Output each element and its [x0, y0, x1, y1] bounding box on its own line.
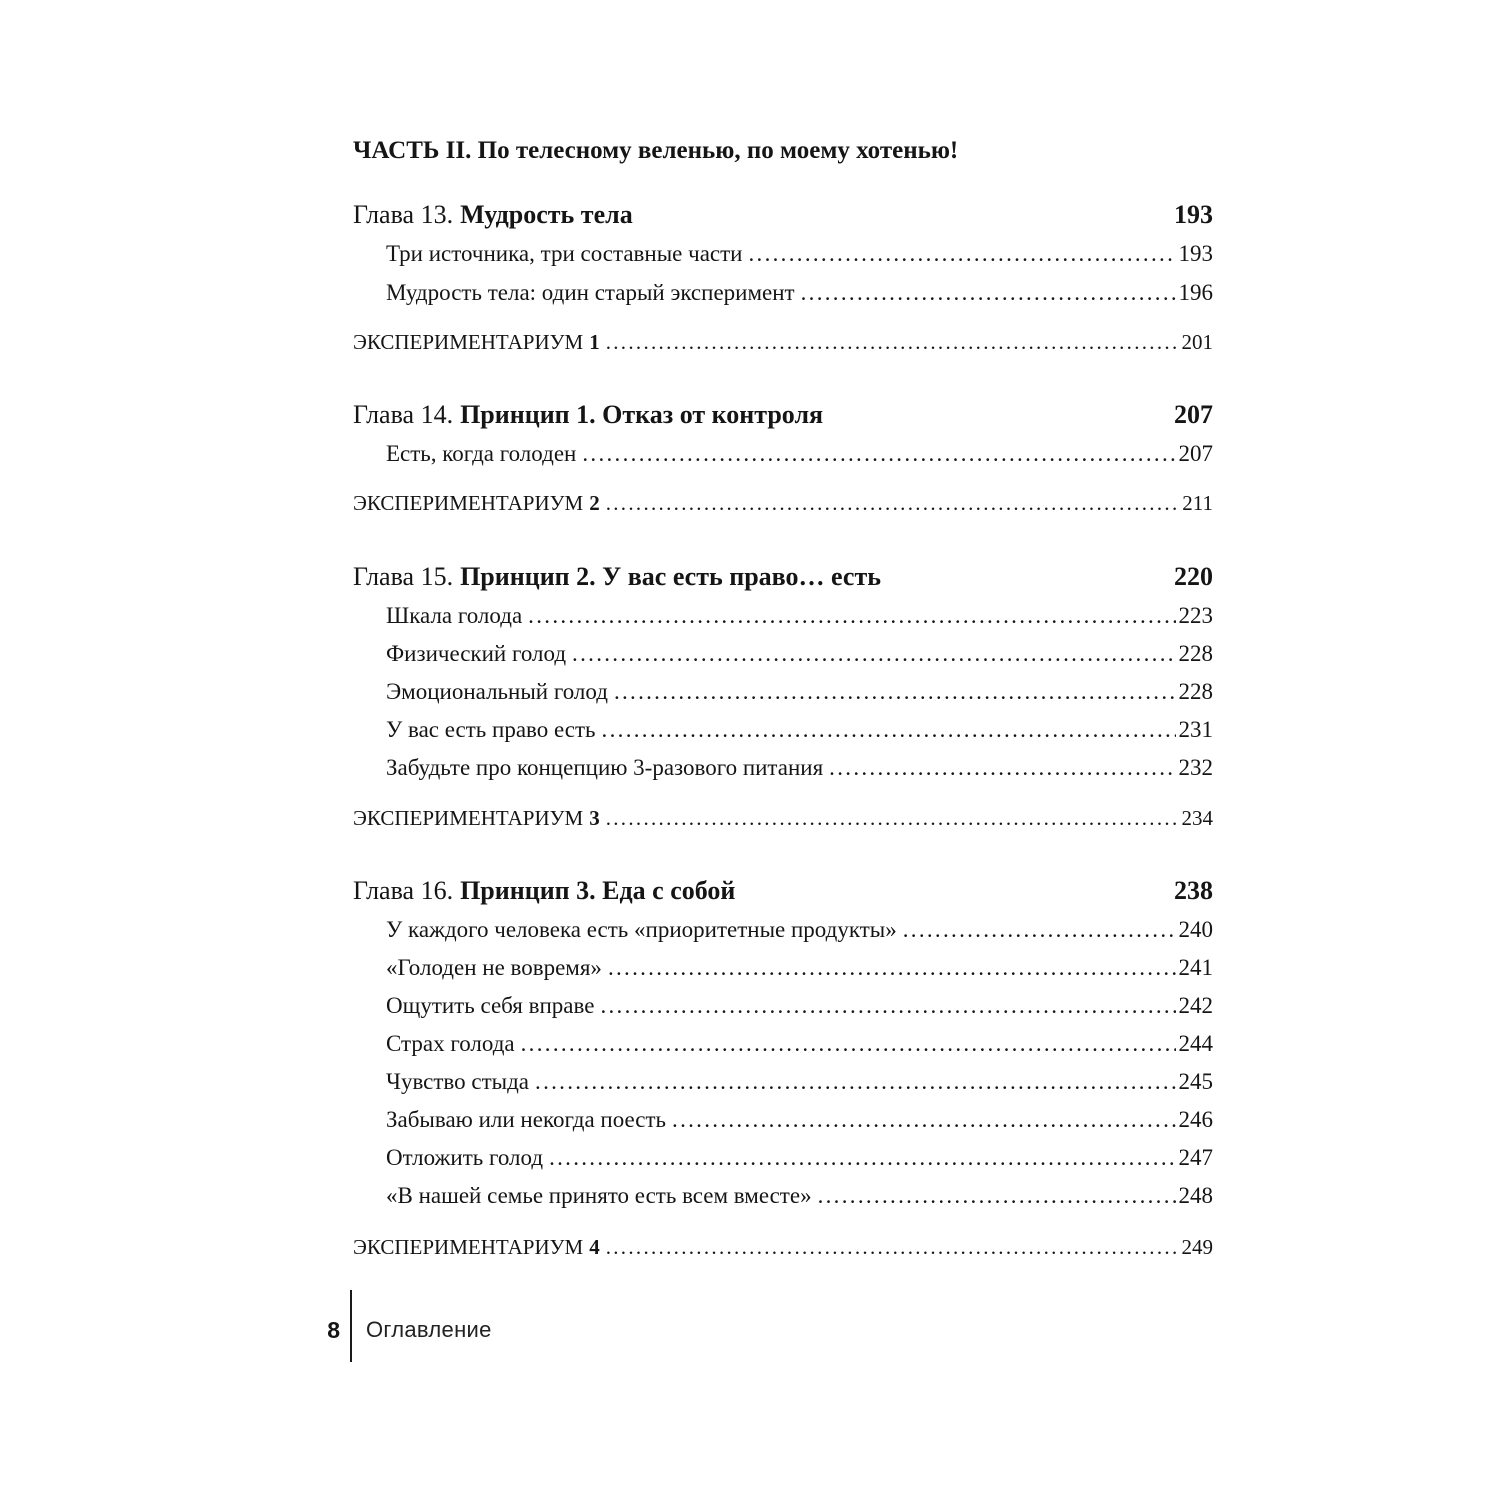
dot-leader — [606, 802, 1179, 834]
entry-title: Есть, когда голоден — [386, 441, 577, 466]
entry-page: 231 — [1178, 717, 1213, 742]
toc-entry — [386, 638, 1213, 670]
experiment-page: 249 — [1181, 1235, 1213, 1259]
chapter-page: 238 — [1174, 876, 1213, 905]
entry-page: 242 — [1178, 993, 1213, 1018]
toc-entry — [386, 1028, 1213, 1060]
experiment-number: 3 — [589, 806, 600, 830]
entry-title: Забудьте про концепцию 3-разового питания — [386, 755, 824, 780]
entry-title: Отложить голод — [386, 1145, 544, 1170]
entry-page: 228 — [1178, 679, 1213, 704]
experiment-number: 4 — [589, 1235, 600, 1259]
entry-page: 232 — [1178, 755, 1213, 780]
experiment-label: ЭКСПЕРИМЕНТАРИУМ — [353, 491, 584, 515]
chapter-title: Принцип 3. Еда с собой — [460, 876, 736, 905]
experiment-number: 2 — [589, 491, 600, 515]
dot-leader — [572, 638, 1175, 670]
footer-divider — [350, 1290, 352, 1362]
toc-entry — [386, 277, 1213, 309]
experiment-label: ЭКСПЕРИМЕНТАРИУМ — [353, 1235, 584, 1259]
chapter-prefix: Глава 15. — [353, 562, 454, 591]
chapter-heading — [353, 873, 1213, 909]
entry-page: 247 — [1178, 1145, 1213, 1170]
toc-entry — [386, 1142, 1213, 1174]
toc-entry — [386, 1104, 1213, 1136]
experiment-page: 201 — [1181, 330, 1213, 354]
dot-leader — [600, 990, 1175, 1022]
toc-entry — [386, 952, 1213, 984]
experiment-page: 211 — [1182, 491, 1213, 515]
running-footer-label: Оглавление — [366, 1317, 492, 1342]
toc-entry — [386, 438, 1213, 470]
dot-leader — [521, 1028, 1176, 1060]
page-footer — [0, 1290, 1500, 1370]
experiment-number: 1 — [589, 330, 600, 354]
entry-page: 196 — [1178, 280, 1213, 305]
entry-title: Физический голод — [386, 641, 567, 666]
experiment-entry — [353, 326, 1213, 358]
entry-title: «В нашей семье принято есть всем вместе» — [386, 1183, 812, 1208]
chapter-heading — [353, 559, 1213, 595]
chapter-prefix: Глава 13. — [353, 200, 454, 229]
chapter-page: 207 — [1174, 400, 1213, 429]
entry-page: 248 — [1178, 1183, 1213, 1208]
toc-entry — [386, 1180, 1213, 1212]
toc-entry — [386, 676, 1213, 708]
experiment-label: ЭКСПЕРИМЕНТАРИУМ — [353, 330, 584, 354]
entry-page: 223 — [1178, 603, 1213, 628]
experiment-label: ЭКСПЕРИМЕНТАРИУМ — [353, 806, 584, 830]
dot-leader — [801, 277, 1176, 309]
chapter-prefix: Глава 14. — [353, 400, 454, 429]
toc-entry — [386, 238, 1213, 270]
toc-entry — [386, 752, 1213, 784]
chapter-heading — [353, 197, 1213, 233]
chapter-prefix: Глава 16. — [353, 876, 454, 905]
dot-leader — [606, 487, 1180, 519]
entry-title: Забываю или некогда поесть — [386, 1107, 667, 1132]
experiment-entry — [353, 1231, 1213, 1263]
experiment-entry — [353, 487, 1213, 519]
entry-title: Шкала голода — [386, 603, 523, 628]
entry-page: 241 — [1178, 955, 1213, 980]
experiment-page: 234 — [1181, 806, 1213, 830]
dot-leader — [602, 714, 1176, 746]
dot-leader — [672, 1104, 1175, 1136]
entry-page: 228 — [1178, 641, 1213, 666]
entry-title: У каждого человека есть «приоритетные продукты» — [386, 917, 897, 942]
entry-title: Три источника, три составные части — [386, 241, 743, 266]
dot-leader — [614, 676, 1176, 708]
toc-entry — [386, 914, 1213, 946]
experiment-entry — [353, 802, 1213, 834]
dot-leader — [748, 238, 1175, 270]
entry-page: 193 — [1178, 241, 1213, 266]
chapter-page: 193 — [1174, 200, 1213, 229]
dot-leader — [535, 1066, 1175, 1098]
chapter-title: Мудрость тела — [460, 200, 633, 229]
chapter-heading — [353, 397, 1213, 433]
entry-title: Чувство стыда — [386, 1069, 530, 1094]
entry-title: «Голоден не вовремя» — [386, 955, 602, 980]
dot-leader — [528, 600, 1175, 632]
dot-leader — [549, 1142, 1175, 1174]
entry-title: Страх голода — [386, 1031, 515, 1056]
entry-title: У вас есть право есть — [386, 717, 596, 742]
entry-page: 240 — [1178, 917, 1213, 942]
toc-entry — [386, 600, 1213, 632]
entry-title: Ощутить себя вправе — [386, 993, 595, 1018]
toc-entry — [386, 1066, 1213, 1098]
entry-page: 245 — [1178, 1069, 1213, 1094]
entry-page: 246 — [1178, 1107, 1213, 1132]
dot-leader — [608, 952, 1176, 984]
entry-title: Мудрость тела: один старый эксперимент — [386, 280, 795, 305]
dot-leader — [606, 1231, 1179, 1263]
page-number: 8 — [327, 1317, 340, 1343]
dot-leader — [818, 1180, 1176, 1212]
entry-page: 244 — [1178, 1031, 1213, 1056]
dot-leader — [582, 438, 1175, 470]
chapter-title: Принцип 1. Отказ от контроля — [460, 400, 824, 429]
part-title: ЧАСТЬ II. По телесному веленью, по моему хотенью! — [353, 137, 959, 164]
chapter-page: 220 — [1174, 562, 1213, 591]
entry-page: 207 — [1178, 441, 1213, 466]
toc-entry — [386, 990, 1213, 1022]
dot-leader — [829, 752, 1175, 784]
toc-entry — [386, 714, 1213, 746]
dot-leader — [903, 914, 1176, 946]
chapter-title: Принцип 2. У вас есть право… есть — [460, 562, 881, 591]
dot-leader — [606, 326, 1179, 358]
entry-title: Эмоциональный голод — [386, 679, 608, 704]
